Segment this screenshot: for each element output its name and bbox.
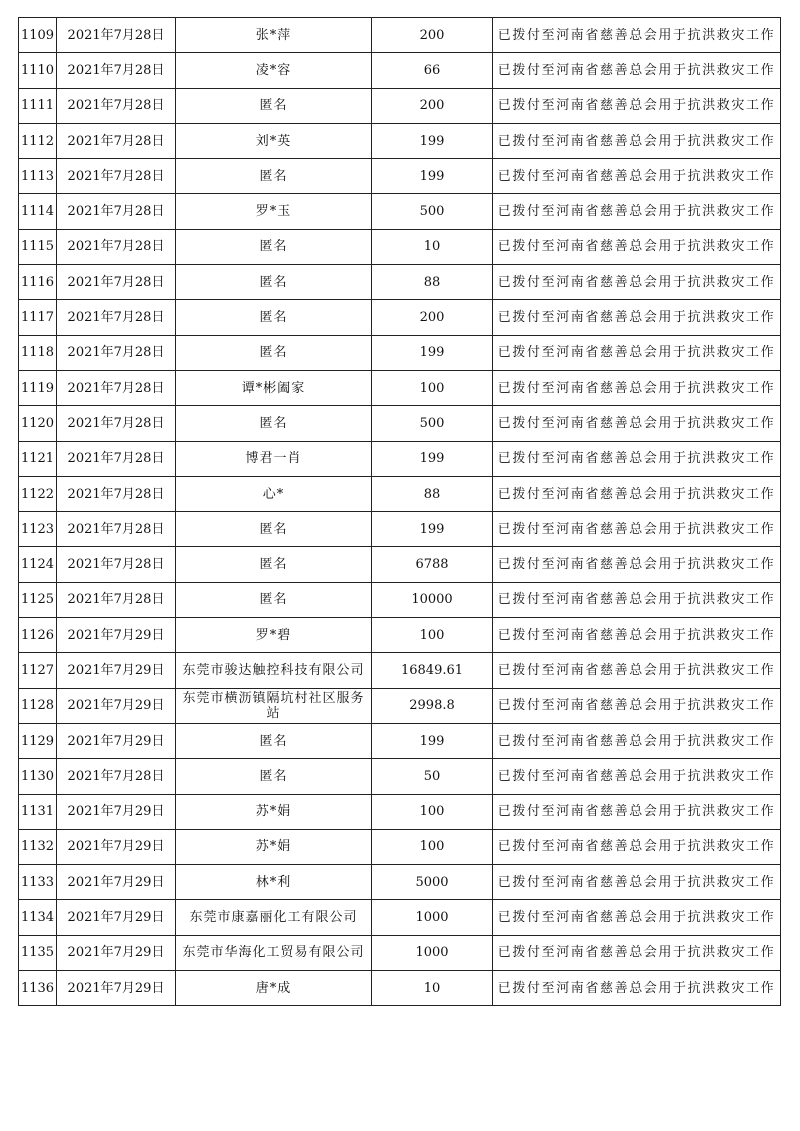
donor-name-cell: 匿名 bbox=[176, 159, 372, 194]
remark-cell: 已拨付至河南省慈善总会用于抗洪救灾工作 bbox=[493, 335, 781, 370]
date-cell: 2021年7月28日 bbox=[57, 759, 176, 794]
donor-name-cell: 东莞市骏达触控科技有限公司 bbox=[176, 653, 372, 688]
serial-number-cell: 1116 bbox=[19, 265, 57, 300]
table-row bbox=[19, 300, 781, 335]
date-cell: 2021年7月28日 bbox=[57, 441, 176, 476]
donor-name-cell: 匿名 bbox=[176, 759, 372, 794]
donor-name-cell: 东莞市横沥镇隔坑村社区服务站 bbox=[176, 688, 372, 723]
date-cell: 2021年7月29日 bbox=[57, 688, 176, 723]
remark-cell: 已拨付至河南省慈善总会用于抗洪救灾工作 bbox=[493, 476, 781, 511]
serial-number-cell: 1136 bbox=[19, 971, 57, 1006]
remark-cell: 已拨付至河南省慈善总会用于抗洪救灾工作 bbox=[493, 370, 781, 405]
remark-cell: 已拨付至河南省慈善总会用于抗洪救灾工作 bbox=[493, 406, 781, 441]
remark-cell: 已拨付至河南省慈善总会用于抗洪救灾工作 bbox=[493, 265, 781, 300]
remark-cell: 已拨付至河南省慈善总会用于抗洪救灾工作 bbox=[493, 935, 781, 970]
donor-name-cell: 刘*英 bbox=[176, 123, 372, 158]
table-row bbox=[19, 370, 781, 405]
date-cell: 2021年7月28日 bbox=[57, 300, 176, 335]
serial-number-cell: 1124 bbox=[19, 547, 57, 582]
serial-number-cell: 1109 bbox=[19, 18, 57, 53]
donor-name-cell: 唐*成 bbox=[176, 971, 372, 1006]
date-cell: 2021年7月28日 bbox=[57, 406, 176, 441]
donor-name-cell: 东莞市康嘉丽化工有限公司 bbox=[176, 900, 372, 935]
remark-cell: 已拨付至河南省慈善总会用于抗洪救灾工作 bbox=[493, 653, 781, 688]
donor-name-cell: 匿名 bbox=[176, 406, 372, 441]
date-cell: 2021年7月29日 bbox=[57, 935, 176, 970]
remark-cell: 已拨付至河南省慈善总会用于抗洪救灾工作 bbox=[493, 829, 781, 864]
serial-number-cell: 1118 bbox=[19, 335, 57, 370]
serial-number-cell: 1114 bbox=[19, 194, 57, 229]
table-row bbox=[19, 335, 781, 370]
amount-cell: 2998.8 bbox=[372, 688, 493, 723]
remark-cell: 已拨付至河南省慈善总会用于抗洪救灾工作 bbox=[493, 759, 781, 794]
table-row bbox=[19, 582, 781, 617]
remark-cell: 已拨付至河南省慈善总会用于抗洪救灾工作 bbox=[493, 547, 781, 582]
date-cell: 2021年7月29日 bbox=[57, 829, 176, 864]
table-row bbox=[19, 759, 781, 794]
serial-number-cell: 1127 bbox=[19, 653, 57, 688]
table-row bbox=[19, 653, 781, 688]
amount-cell: 88 bbox=[372, 476, 493, 511]
date-cell: 2021年7月28日 bbox=[57, 582, 176, 617]
table-row bbox=[19, 53, 781, 88]
donor-name-cell: 匿名 bbox=[176, 229, 372, 264]
remark-cell: 已拨付至河南省慈善总会用于抗洪救灾工作 bbox=[493, 794, 781, 829]
donation-table-body bbox=[19, 18, 781, 1006]
remark-cell: 已拨付至河南省慈善总会用于抗洪救灾工作 bbox=[493, 123, 781, 158]
amount-cell: 5000 bbox=[372, 865, 493, 900]
serial-number-cell: 1123 bbox=[19, 512, 57, 547]
donor-name-cell: 匿名 bbox=[176, 547, 372, 582]
table-row bbox=[19, 900, 781, 935]
table-row bbox=[19, 547, 781, 582]
table-row bbox=[19, 865, 781, 900]
date-cell: 2021年7月28日 bbox=[57, 547, 176, 582]
donor-name-cell: 匿名 bbox=[176, 88, 372, 123]
serial-number-cell: 1115 bbox=[19, 229, 57, 264]
serial-number-cell: 1121 bbox=[19, 441, 57, 476]
amount-cell: 500 bbox=[372, 406, 493, 441]
serial-number-cell: 1110 bbox=[19, 53, 57, 88]
donation-table bbox=[18, 17, 781, 1006]
amount-cell: 100 bbox=[372, 794, 493, 829]
table-row bbox=[19, 512, 781, 547]
amount-cell: 199 bbox=[372, 512, 493, 547]
remark-cell: 已拨付至河南省慈善总会用于抗洪救灾工作 bbox=[493, 88, 781, 123]
table-row bbox=[19, 229, 781, 264]
amount-cell: 100 bbox=[372, 618, 493, 653]
donor-name-cell: 匿名 bbox=[176, 335, 372, 370]
table-row bbox=[19, 88, 781, 123]
amount-cell: 16849.61 bbox=[372, 653, 493, 688]
serial-number-cell: 1120 bbox=[19, 406, 57, 441]
date-cell: 2021年7月29日 bbox=[57, 653, 176, 688]
amount-cell: 6788 bbox=[372, 547, 493, 582]
date-cell: 2021年7月28日 bbox=[57, 159, 176, 194]
donor-name-cell: 凌*容 bbox=[176, 53, 372, 88]
date-cell: 2021年7月28日 bbox=[57, 123, 176, 158]
amount-cell: 200 bbox=[372, 300, 493, 335]
date-cell: 2021年7月28日 bbox=[57, 88, 176, 123]
amount-cell: 50 bbox=[372, 759, 493, 794]
amount-cell: 100 bbox=[372, 829, 493, 864]
table-row bbox=[19, 18, 781, 53]
donor-name-cell: 张*萍 bbox=[176, 18, 372, 53]
date-cell: 2021年7月28日 bbox=[57, 512, 176, 547]
table-row bbox=[19, 618, 781, 653]
serial-number-cell: 1125 bbox=[19, 582, 57, 617]
serial-number-cell: 1122 bbox=[19, 476, 57, 511]
table-row bbox=[19, 688, 781, 723]
donor-name-cell: 匿名 bbox=[176, 265, 372, 300]
serial-number-cell: 1113 bbox=[19, 159, 57, 194]
remark-cell: 已拨付至河南省慈善总会用于抗洪救灾工作 bbox=[493, 971, 781, 1006]
date-cell: 2021年7月29日 bbox=[57, 971, 176, 1006]
table-row bbox=[19, 829, 781, 864]
remark-cell: 已拨付至河南省慈善总会用于抗洪救灾工作 bbox=[493, 194, 781, 229]
serial-number-cell: 1112 bbox=[19, 123, 57, 158]
donor-name-cell: 匿名 bbox=[176, 300, 372, 335]
table-row bbox=[19, 476, 781, 511]
date-cell: 2021年7月28日 bbox=[57, 18, 176, 53]
date-cell: 2021年7月29日 bbox=[57, 794, 176, 829]
amount-cell: 199 bbox=[372, 335, 493, 370]
table-row bbox=[19, 406, 781, 441]
donor-name-cell: 罗*碧 bbox=[176, 618, 372, 653]
date-cell: 2021年7月29日 bbox=[57, 865, 176, 900]
serial-number-cell: 1126 bbox=[19, 618, 57, 653]
amount-cell: 200 bbox=[372, 88, 493, 123]
remark-cell: 已拨付至河南省慈善总会用于抗洪救灾工作 bbox=[493, 618, 781, 653]
amount-cell: 199 bbox=[372, 723, 493, 758]
amount-cell: 200 bbox=[372, 18, 493, 53]
serial-number-cell: 1128 bbox=[19, 688, 57, 723]
serial-number-cell: 1111 bbox=[19, 88, 57, 123]
table-row bbox=[19, 935, 781, 970]
table-row bbox=[19, 441, 781, 476]
donor-name-cell: 匿名 bbox=[176, 582, 372, 617]
donor-name-cell: 东莞市华海化工贸易有限公司 bbox=[176, 935, 372, 970]
donor-name-cell: 匿名 bbox=[176, 512, 372, 547]
table-row bbox=[19, 794, 781, 829]
donor-name-cell: 心* bbox=[176, 476, 372, 511]
date-cell: 2021年7月29日 bbox=[57, 900, 176, 935]
serial-number-cell: 1130 bbox=[19, 759, 57, 794]
donor-name-cell: 苏*娟 bbox=[176, 829, 372, 864]
amount-cell: 1000 bbox=[372, 900, 493, 935]
date-cell: 2021年7月29日 bbox=[57, 723, 176, 758]
amount-cell: 199 bbox=[372, 123, 493, 158]
table-row bbox=[19, 723, 781, 758]
donor-name-cell: 苏*娟 bbox=[176, 794, 372, 829]
serial-number-cell: 1135 bbox=[19, 935, 57, 970]
amount-cell: 10 bbox=[372, 229, 493, 264]
amount-cell: 88 bbox=[372, 265, 493, 300]
donor-name-cell: 匿名 bbox=[176, 723, 372, 758]
remark-cell: 已拨付至河南省慈善总会用于抗洪救灾工作 bbox=[493, 900, 781, 935]
remark-cell: 已拨付至河南省慈善总会用于抗洪救灾工作 bbox=[493, 53, 781, 88]
table-row bbox=[19, 265, 781, 300]
serial-number-cell: 1119 bbox=[19, 370, 57, 405]
serial-number-cell: 1117 bbox=[19, 300, 57, 335]
amount-cell: 500 bbox=[372, 194, 493, 229]
date-cell: 2021年7月28日 bbox=[57, 370, 176, 405]
table-row bbox=[19, 194, 781, 229]
amount-cell: 100 bbox=[372, 370, 493, 405]
remark-cell: 已拨付至河南省慈善总会用于抗洪救灾工作 bbox=[493, 18, 781, 53]
remark-cell: 已拨付至河南省慈善总会用于抗洪救灾工作 bbox=[493, 865, 781, 900]
remark-cell: 已拨付至河南省慈善总会用于抗洪救灾工作 bbox=[493, 229, 781, 264]
amount-cell: 199 bbox=[372, 441, 493, 476]
donor-name-cell: 罗*玉 bbox=[176, 194, 372, 229]
remark-cell: 已拨付至河南省慈善总会用于抗洪救灾工作 bbox=[493, 582, 781, 617]
amount-cell: 10 bbox=[372, 971, 493, 1006]
donor-name-cell: 博君一肖 bbox=[176, 441, 372, 476]
remark-cell: 已拨付至河南省慈善总会用于抗洪救灾工作 bbox=[493, 688, 781, 723]
remark-cell: 已拨付至河南省慈善总会用于抗洪救灾工作 bbox=[493, 159, 781, 194]
remark-cell: 已拨付至河南省慈善总会用于抗洪救灾工作 bbox=[493, 441, 781, 476]
amount-cell: 10000 bbox=[372, 582, 493, 617]
table-row bbox=[19, 123, 781, 158]
remark-cell: 已拨付至河南省慈善总会用于抗洪救灾工作 bbox=[493, 512, 781, 547]
remark-cell: 已拨付至河南省慈善总会用于抗洪救灾工作 bbox=[493, 300, 781, 335]
date-cell: 2021年7月28日 bbox=[57, 335, 176, 370]
date-cell: 2021年7月28日 bbox=[57, 229, 176, 264]
table-row bbox=[19, 971, 781, 1006]
date-cell: 2021年7月28日 bbox=[57, 53, 176, 88]
date-cell: 2021年7月28日 bbox=[57, 265, 176, 300]
table-row bbox=[19, 159, 781, 194]
serial-number-cell: 1133 bbox=[19, 865, 57, 900]
serial-number-cell: 1129 bbox=[19, 723, 57, 758]
date-cell: 2021年7月28日 bbox=[57, 476, 176, 511]
donor-name-cell: 谭*彬阖家 bbox=[176, 370, 372, 405]
remark-cell: 已拨付至河南省慈善总会用于抗洪救灾工作 bbox=[493, 723, 781, 758]
serial-number-cell: 1132 bbox=[19, 829, 57, 864]
amount-cell: 199 bbox=[372, 159, 493, 194]
amount-cell: 1000 bbox=[372, 935, 493, 970]
date-cell: 2021年7月29日 bbox=[57, 618, 176, 653]
date-cell: 2021年7月28日 bbox=[57, 194, 176, 229]
donor-name-cell: 林*利 bbox=[176, 865, 372, 900]
serial-number-cell: 1131 bbox=[19, 794, 57, 829]
amount-cell: 66 bbox=[372, 53, 493, 88]
serial-number-cell: 1134 bbox=[19, 900, 57, 935]
